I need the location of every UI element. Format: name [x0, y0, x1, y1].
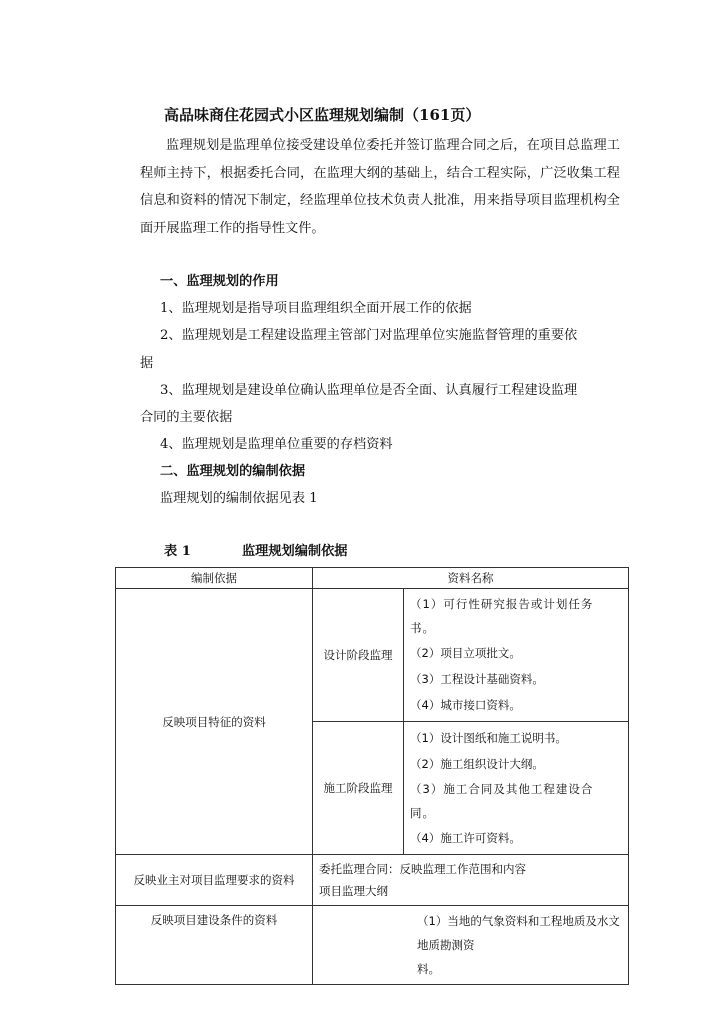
- group3-line2: 料。: [417, 962, 440, 976]
- section1-heading: 一、监理规划的作用: [160, 274, 279, 289]
- group1-label: 反映项目特征的资料: [116, 589, 313, 855]
- header-basis: 编制依据: [116, 568, 313, 589]
- section1-item1: 1、监理规划是指导项目监理组织全面开展工作的依据: [160, 301, 472, 316]
- group2-line2: 项目监理大纲: [319, 884, 388, 898]
- construction-item3-line1: （3）施工合同及其他工程建设合: [410, 782, 594, 796]
- construction-item4: （4）施工许可资料。: [410, 831, 521, 845]
- design-item1-line1: （1）可行性研究报告或计划任务: [410, 597, 594, 611]
- table-name: 监理规划编制依据: [242, 544, 348, 559]
- table-caption: [164, 540, 348, 559]
- group2-label: 反映业主对项目监理要求的资料: [116, 855, 313, 906]
- construction-item1: （1）设计图纸和施工说明书。: [410, 731, 567, 745]
- section1-item2-line2: 据: [140, 356, 154, 371]
- table-header-row: [116, 568, 629, 589]
- intro-paragraph: 监理规划是监理单位接受建设单位委托并签订监理合同之后，在项目总监理工程师主持下，根据委托合同，在监理大纲的基础上，结合工程实际，广泛收集工程信息和资料的情况下制定，经监理单位技术负责人批准，用来指导项目监理机构全面开展监理工作的指导性文件。: [140, 138, 620, 236]
- group2-line1: 委托监理合同：反映监理工作范围和内容: [319, 862, 526, 876]
- design-item2: （2）项目立项批文。: [410, 646, 521, 660]
- section1-item3-line1: 3、监理规划是建设单位确认监理单位是否全面、认真履行工程建设监理: [160, 383, 578, 398]
- construction-stage-docs: [404, 722, 629, 855]
- construction-item2: （2）施工组织设计大纲。: [410, 757, 544, 771]
- construction-item3-line2: 同。: [410, 806, 435, 820]
- document-title: 高品味商住花园式小区监理规划编制（161页）: [164, 106, 481, 124]
- header-docs: 资料名称: [313, 568, 629, 589]
- design-stage-docs: [404, 589, 629, 722]
- section1-item3-line2: 合同的主要依据: [140, 410, 233, 425]
- design-item4: （4）城市接口资料。: [410, 698, 521, 712]
- table-row: [116, 855, 629, 906]
- section2-text: 监理规划的编制依据见表 1: [160, 491, 318, 506]
- table-number: 表 1: [164, 544, 191, 559]
- group2-docs: [313, 855, 629, 906]
- construction-stage-label: 施工阶段监理: [313, 722, 404, 855]
- basis-table: [115, 567, 629, 985]
- group3-docs: [313, 906, 629, 985]
- table-row: [116, 906, 629, 985]
- section2-heading: 二、监理规划的编制依据: [160, 464, 306, 479]
- design-item1-line2: 书。: [410, 621, 435, 635]
- design-stage-label: 设计阶段监理: [313, 589, 404, 722]
- group3-line1: （1）当地的气象资料和工程地质及水文地质勘测资: [417, 914, 620, 952]
- section1-item2-line1: 2、监理规划是工程建设监理主管部门对监理单位实施监督管理的重要依: [160, 328, 578, 343]
- design-item3: （3）工程设计基础资料。: [410, 672, 544, 686]
- section1-item4: 4、监理规划是监理单位重要的存档资料: [160, 437, 393, 452]
- table-row: [116, 589, 629, 722]
- group3-label: 反映项目建设条件的资料: [116, 906, 313, 985]
